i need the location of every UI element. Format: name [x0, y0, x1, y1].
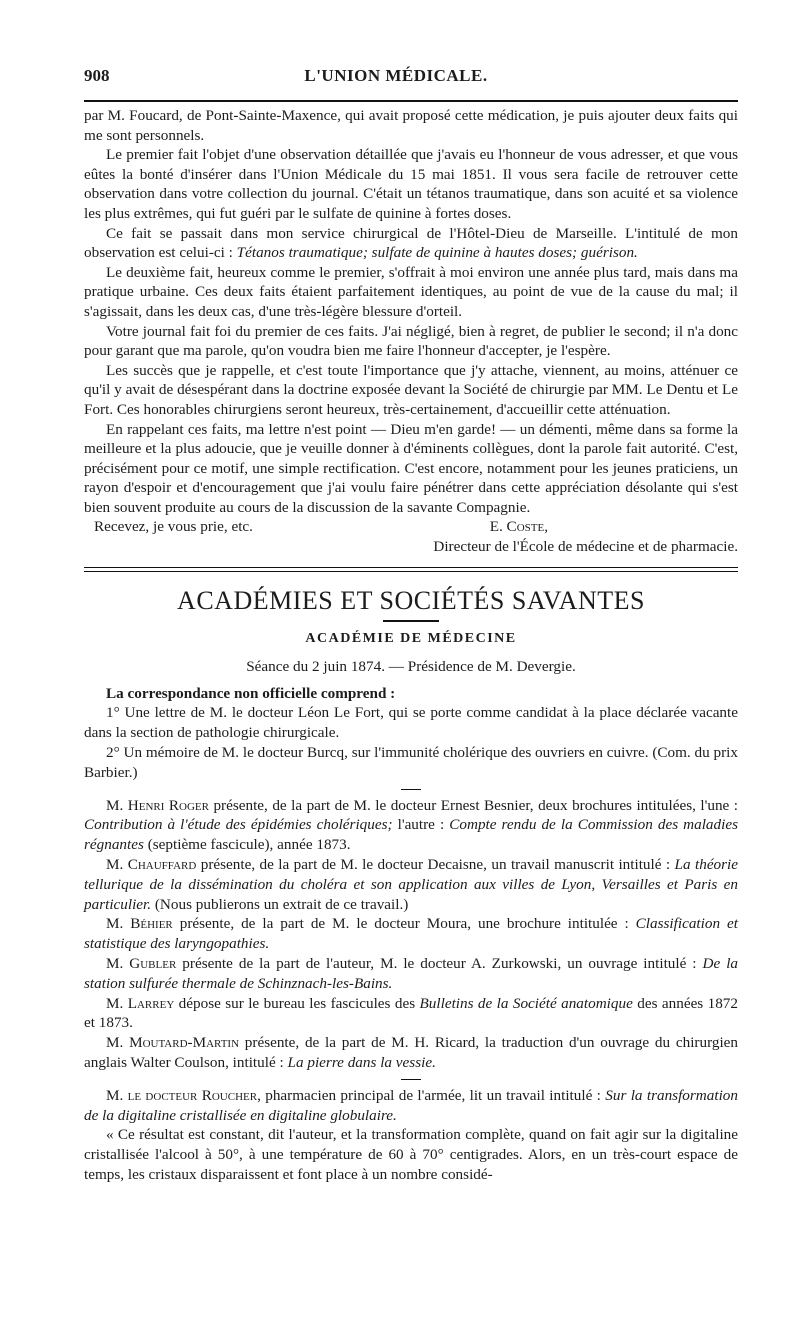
reading-text: , pharmacien principal de l'armée, lit un travail intitulé : — [257, 1086, 606, 1104]
closing-formula: Recevez, je vous prie, etc. — [94, 518, 253, 536]
presentation-item — [84, 914, 738, 954]
presenter-name: M. Béhier — [106, 915, 173, 933]
presenter-name: M. Larrey — [106, 994, 175, 1012]
presentation-item — [84, 855, 738, 914]
letter — [84, 106, 738, 557]
presentation-text: présente, de la part de M. le docteur Ernest Besnier, deux brochures intitulées, l'une : — [213, 796, 738, 814]
letter-paragraph: Le premier fait l'objet d'une observation détaillée que j'avais eu l'honneur de vous adresser, et que vous eûtes la bonté d'insérer dans l'Union Médicale du 15 mai 1851. Il vous sera facile de retrouver cette observation dans votre collection du journal. C'était un tétanos traumatique, dans son acuité et sa violence les plus extrêmes, qui fut guéri par le sulfate de quinine à fortes doses. — [84, 146, 738, 222]
presentation-item — [84, 796, 738, 855]
presenter-name: M. Moutard-Martin — [106, 1034, 240, 1052]
reading-item — [84, 1086, 738, 1126]
subsection-title: ACADÉMIE DE MÉDECINE — [305, 630, 517, 646]
presentation-text: l'autre : — [392, 816, 450, 834]
presentation-item — [84, 954, 738, 994]
running-head — [84, 66, 738, 100]
presentation-text: présente, de la part de M. le docteur Moura, une brochure intitulée : — [179, 915, 636, 933]
reading-quote: « Ce résultat est constant, dit l'auteur, et la transformation complète, quand on fait agir sur la digitaline cristallisée l'alcool à 50°, à une température de 60 à 70° centigrades. Alors, en un très-court espace de temps, les cristaux disparaissent et font place à un nombre considé- — [84, 1126, 738, 1183]
presenter-name: M. Gubler — [106, 955, 177, 973]
correspondence-item: 1° Une lettre de M. le docteur Léon Le Fort, qui se porte comme candidat à la place déclarée vacante dans la section de pathologie chirurgicale. — [84, 704, 738, 742]
letter-paragraph: En rappelant ces faits, ma lettre n'est point — Dieu m'en garde! — un démenti, même dans sa forme la meilleure et la plus adoucie, que je veuille donner à d'éminents collègues, dont la parole fait autorité. C'est, précisément pour ce motif, une simple rectification. C'est encore, notamment pour les jeunes praticiens, un rayon d'espoir et d'encouragement que j'ai voulu faire pénétrer dans cette appréciation désolante qui s'est bien souvent produite au cours de la discussion de la savante Compagnie. — [84, 420, 738, 516]
presentation-text: présente de la part de l'auteur, M. le docteur A. Zurkowski, un ouvrage intitulé : — [182, 955, 703, 973]
header-rule — [84, 100, 738, 102]
presentation-text: (Nous publierons un extrait de ce travail.) — [151, 895, 409, 913]
reading-title: Sur la transformation de la digitaline cristallisée en digitaline globulaire. — [84, 1086, 738, 1124]
letter-paragraph: Le deuxième fait, heureux comme le premier, s'offrait à moi environ une année plus tard, mais dans ma pratique urbaine. Ces deux faits étaient parfaitement identiques, au point de vue de la cause du mal; il s'agissait, dans les deux cas, d'une très-légère blessure d'orteil. — [84, 263, 738, 320]
page-number: 908 — [84, 66, 110, 85]
session-report — [84, 684, 738, 1185]
presentation-title: De la station sulfurée thermale de Schinznach-les-Bains. — [84, 955, 739, 992]
observation-title: Tétanos traumatique; sulfate de quinine à hautes doses; guérison. — [236, 244, 638, 262]
signature-title: Directeur de l'École de médecine et de pharmacie. — [433, 538, 738, 556]
section-title: ACADÉMIES ET SOCIÉTÉS SAVANTES — [177, 585, 645, 615]
letter-paragraph-text: Ce fait se passait dans mon service chirurgical de l'Hôtel-Dieu de Marseille. L'intitulé de mon observation est celui-ci : — [84, 224, 738, 262]
reader-name: M. le docteur Roucher — [106, 1086, 258, 1104]
presentation-text: dépose sur le bureau les fascicules des — [178, 994, 420, 1012]
presentation-text: (septième fascicule), année 1873. — [143, 836, 351, 854]
presentation-text: présente, de la part de M. H. Ricard, la traduction d'un ouvrage du chirurgien anglais Walter Coulson, intitulé : — [84, 1034, 738, 1071]
presentation-item — [84, 1033, 738, 1073]
correspondence-intro: La correspondance non officielle comprend : — [106, 684, 396, 702]
closing-line — [84, 517, 738, 537]
item-separator — [401, 789, 421, 790]
presentation-text: des années 1872 et 1873. — [84, 994, 738, 1032]
presentation-title: Bulletins de la Société anatomique — [419, 994, 633, 1012]
session-line: Séance du 2 juin 1874. — Présidence de M. Devergie. — [246, 657, 576, 675]
signature: E. Coste, — [489, 518, 548, 536]
presenter-name: M. Chauffard — [106, 856, 197, 874]
letter-paragraph: Les succès que je rappelle, et c'est toute l'importance que j'y attache, viennent, au moins, atténuer ce qu'il y avait de désespérant dans la doctrine exposée devant la Société de chirurgie par MM. Le Dentu et Le Fort. Ces honorables chirurgiens seront heureux, très-certainement, d'accueillir cette atténuation. — [84, 361, 738, 418]
presentation-title: Classification et statistique des laryngopathies. — [84, 915, 738, 953]
presentation-title: Contribution à l'étude des épidémies cholériques; — [84, 816, 393, 834]
presentation-text: présente, de la part de M. le docteur Decaisne, un travail manuscrit intitulé : — [200, 856, 675, 874]
item-separator — [401, 1079, 421, 1080]
page — [0, 66, 800, 1341]
presentation-title: La théorie tellurique de la dissémination du choléra et son application aux villes de Lyon, Versailles et Paris en particulier. — [84, 856, 739, 913]
presentation-title: Compte rendu de la Commission des maladies régnantes — [84, 816, 738, 854]
presenter-name: M. Henri Roger — [106, 796, 209, 814]
section-divider — [84, 567, 738, 572]
title-rule — [383, 620, 439, 622]
correspondence-item: 2° Un mémoire de M. le docteur Burcq, sur l'immunité cholérique des ouvriers en cuivre. (Com. du prix Barbier.) — [84, 744, 738, 781]
presentation-item — [84, 994, 738, 1034]
letter-paragraph-observation — [84, 224, 738, 263]
journal-title: L'UNION MÉDICALE. — [304, 66, 488, 85]
letter-paragraph: par M. Foucard, de Pont-Sainte-Maxence, qui avait proposé cette médication, je puis ajouter deux faits qui me sont personnels. — [84, 107, 738, 144]
presentation-title: La pierre dans la vessie. — [287, 1054, 436, 1071]
letter-paragraph: Votre journal fait foi du premier de ces faits. J'ai négligé, bien à regret, de publier le second; il n'a donc pour garant que ma parole, qu'on voudra bien me faire l'honneur d'accepter, je l'espère. — [84, 322, 738, 360]
